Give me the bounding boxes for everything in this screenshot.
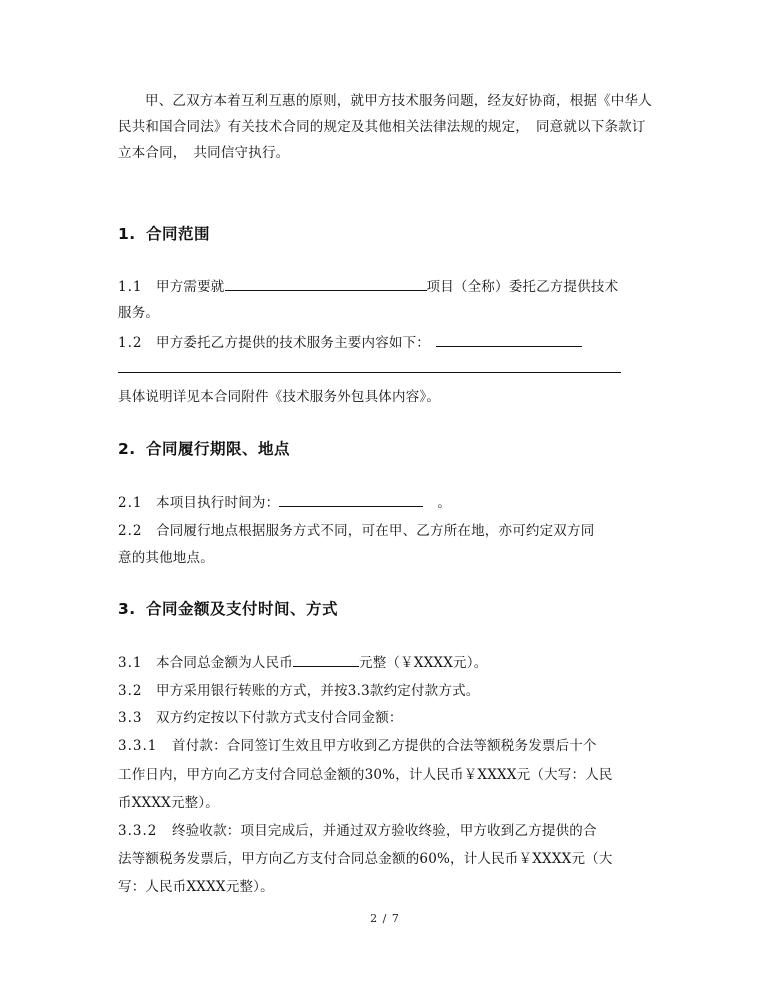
section-2-heading	[118, 437, 290, 461]
clause-number: 3.3.2	[118, 823, 158, 839]
clause-number: 3.3	[118, 710, 143, 726]
section-number: 2.	[118, 440, 136, 458]
service-content-blank	[436, 330, 582, 347]
section-number: 1.	[118, 225, 136, 243]
clause-text: 首付款：合同签订生效且甲方收到乙方提供的合法等额税务发票后十个	[172, 738, 597, 754]
clause-text: 本合同总金额为人民币	[156, 655, 293, 671]
intro-paragraph: 甲、乙双方本着互利互惠的原则，就甲方技术服务问题，经友好协商，根据《中华人民共和国合同法》有关技术合同的规定及其他相关法律法规的规定， 同意就以下条款订立本合同， 共同信守执行。	[118, 93, 652, 161]
clause-number: 1.1	[118, 279, 143, 295]
clause-3-1	[118, 650, 658, 676]
clause-text: 元整（￥XXXX元）。	[359, 655, 488, 671]
service-content-blank-line	[118, 356, 658, 382]
clause-number: 1.2	[118, 335, 143, 351]
section-title: 合同履行期限、地点	[146, 440, 291, 458]
clause-2-2	[118, 518, 658, 544]
service-content-blank-full	[118, 356, 621, 373]
clause-3-3-2-line-3: 写：人民币XXXX元整）。	[118, 879, 274, 895]
section-number: 3.	[118, 600, 136, 618]
clause-end-mark: 。	[437, 495, 452, 511]
clause-text: 甲方采用银行转账的方式，并按3.3款约定付款方式。	[156, 683, 480, 699]
section-title: 合同金额及支付时间、方式	[146, 600, 339, 618]
clause-text: 合同履行地点根据服务方式不同，可在甲、乙方所在地，亦可约定双方同	[156, 523, 595, 539]
clause-3-3-2	[118, 818, 658, 844]
section-1-heading	[118, 222, 210, 246]
section-3-heading	[118, 597, 338, 621]
clause-1-2-note: 具体说明详见本合同附件《技术服务外包具体内容》。	[118, 389, 441, 405]
clause-number: 3.2	[118, 683, 143, 699]
clause-text: 甲方需要就	[156, 279, 225, 295]
clause-1-2	[118, 330, 658, 356]
clause-1-1	[118, 274, 658, 300]
clause-number: 3.1	[118, 655, 143, 671]
clause-text: 甲方委托乙方提供的技术服务主要内容如下：	[156, 335, 430, 351]
project-name-blank	[225, 274, 427, 291]
clause-3-3-1-line-3: 币XXXX元整）。	[118, 795, 219, 811]
clause-3-3-1	[118, 733, 658, 759]
clause-1-1-continued: 服务。	[118, 305, 160, 321]
clause-text: 终验收款：项目完成后，并通过双方验收终验，甲方收到乙方提供的合	[172, 823, 597, 839]
clause-number: 2.2	[118, 523, 143, 539]
clause-text: 本项目执行时间为：	[156, 495, 280, 511]
clause-3-2	[118, 678, 658, 704]
clause-3-3-2-line-2: 法等额税务发票后，甲方向乙方支付合同总金额的60%，计人民币￥XXXX元（大	[118, 851, 613, 867]
clause-text: 双方约定按以下付款方式支付合同金额：	[156, 710, 403, 726]
clause-3-3-1-line-2: 工作日内，甲方向乙方支付合同总金额的30%，计人民币￥XXXX元（大写：人民	[118, 767, 613, 783]
amount-blank	[293, 650, 359, 667]
section-title: 合同范围	[146, 225, 211, 243]
clause-number: 3.3.1	[118, 738, 158, 754]
page-number: 2 / 7	[370, 912, 400, 925]
clause-3-3	[118, 705, 658, 731]
clause-number: 2.1	[118, 495, 143, 511]
clause-2-1	[118, 490, 658, 516]
clause-text: 项目（全称）委托乙方提供技术	[426, 279, 619, 295]
execution-time-blank	[279, 490, 423, 507]
clause-2-2-continued: 意的其他地点。	[118, 550, 214, 566]
